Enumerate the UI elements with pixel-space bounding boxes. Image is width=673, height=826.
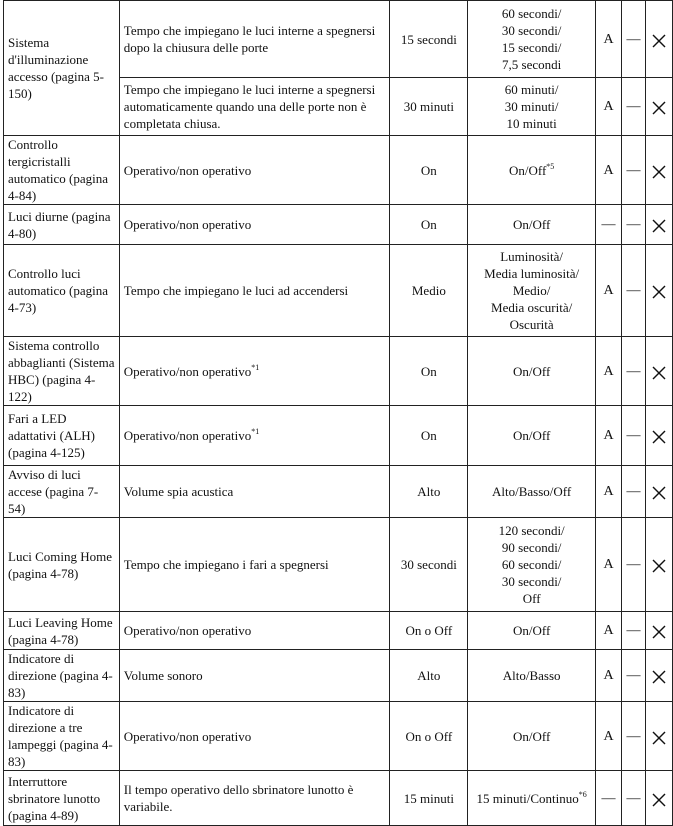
setting-option-text: 90 secondi/ [501, 540, 562, 555]
column-a-value: A [596, 518, 622, 612]
default-value: On o Off [390, 702, 468, 771]
description-text: Tempo che impiegano le luci ad accendersi [123, 283, 349, 298]
table-row [4, 136, 673, 205]
column-a-value: A [596, 466, 622, 518]
column-a-value: A [596, 702, 622, 771]
feature-name: Interruttore sbrinatore lunotto (pagina 4-89) [4, 771, 120, 826]
setting-option [472, 248, 591, 265]
x-mark-icon [652, 34, 666, 48]
setting-option [472, 39, 591, 56]
description-text: Operativo/non operativo [123, 428, 252, 443]
default-value: On o Off [390, 612, 468, 650]
description-text: Tempo che impiegano le luci interne a spegnersi dopo la chiusura delle porte [123, 23, 376, 55]
setting-option [472, 162, 591, 179]
setting-option-text: Media oscurità/ [491, 300, 573, 315]
setting-option-text: Oscurità [509, 317, 554, 332]
setting-description [119, 771, 390, 826]
setting-description [119, 650, 390, 702]
column-b-value: — [622, 771, 646, 826]
setting-option [472, 316, 591, 333]
setting-option [472, 363, 591, 380]
table-row [4, 466, 673, 518]
default-value: Alto [390, 650, 468, 702]
table-row [4, 518, 673, 612]
x-mark-icon [652, 430, 666, 444]
settings-table [3, 0, 673, 826]
description-text: Volume spia acustica [123, 484, 234, 499]
setting-option [472, 667, 591, 684]
column-b-value: — [622, 612, 646, 650]
default-value: 15 minuti [390, 771, 468, 826]
setting-option [472, 81, 591, 98]
setting-option [472, 115, 591, 132]
setting-description [119, 136, 390, 205]
setting-option [472, 556, 591, 573]
column-b-value: — [622, 650, 646, 702]
setting-options [468, 466, 596, 518]
default-value: On [390, 337, 468, 406]
setting-option-text: Luminosità/ [500, 249, 564, 264]
x-mark-icon [652, 366, 666, 380]
description-text: Volume sonoro [123, 668, 203, 683]
column-b-value: — [622, 337, 646, 406]
default-value: Alto [390, 466, 468, 518]
column-c-cell [645, 612, 672, 650]
setting-option-text: 30 minuti/ [504, 99, 559, 114]
setting-options [468, 136, 596, 205]
default-value: Medio [390, 245, 468, 337]
column-b-value: — [622, 245, 646, 337]
setting-option-text: Media luminosità/ [484, 266, 580, 281]
setting-option-text: 15 minuti/Continuo [476, 790, 579, 806]
column-a-value: A [596, 136, 622, 205]
x-mark-icon [652, 625, 666, 639]
column-b-value: — [622, 406, 646, 466]
feature-name: Luci Coming Home (pagina 4-78) [4, 518, 120, 612]
column-a-value: A [596, 650, 622, 702]
setting-option [472, 98, 591, 115]
column-c-cell [645, 518, 672, 612]
setting-description [119, 205, 390, 245]
setting-option-text: 60 secondi/ [501, 6, 562, 21]
setting-option-text: 60 minuti/ [504, 82, 559, 97]
setting-option-text: 30 secondi/ [501, 23, 562, 38]
setting-option [472, 5, 591, 22]
setting-option [472, 728, 591, 745]
x-mark-icon [652, 731, 666, 745]
setting-options [468, 650, 596, 702]
column-a-value: A [596, 78, 622, 136]
x-mark-icon [652, 101, 666, 115]
setting-option-text: On/Off [512, 728, 551, 744]
setting-option-text: 60 secondi/ [501, 557, 562, 572]
column-c-cell [645, 650, 672, 702]
column-a-value: — [596, 771, 622, 826]
setting-description [119, 406, 390, 466]
setting-options [468, 205, 596, 245]
setting-option-text: On/Off [512, 363, 551, 379]
setting-options [468, 406, 596, 466]
column-a-value: A [596, 612, 622, 650]
setting-options [468, 702, 596, 771]
table-row [4, 337, 673, 406]
setting-option [472, 483, 591, 500]
column-b-value: — [622, 78, 646, 136]
setting-option-text: Off [522, 591, 541, 606]
column-a-value: A [596, 406, 622, 466]
setting-option [472, 622, 591, 639]
column-c-cell [645, 78, 672, 136]
feature-name: Avviso di luci accese (pagina 7-54) [4, 466, 120, 518]
default-value: On [390, 136, 468, 205]
default-value: On [390, 406, 468, 466]
setting-options [468, 771, 596, 826]
description-text: Il tempo operativo dello sbrinatore lunotto è variabile. [123, 782, 354, 814]
setting-option-text: On/Off [512, 428, 551, 443]
setting-option-text: 120 secondi/ [498, 523, 565, 538]
description-text: Operativo/non operativo [123, 623, 252, 638]
setting-options [468, 1, 596, 78]
column-b-value: — [622, 518, 646, 612]
feature-name: Controllo luci automatico (pagina 4-73) [4, 245, 120, 337]
description-text: Tempo che impiegano le luci interne a spegnersi automaticamente quando una delle porte non è completata chiusa. [123, 82, 376, 131]
setting-option [472, 56, 591, 73]
description-text: Operativo/non operativo [123, 363, 252, 379]
setting-option-text: 30 secondi/ [501, 574, 562, 589]
setting-option-text: On/Off [512, 623, 551, 638]
default-value: On [390, 205, 468, 245]
table-row [4, 771, 673, 826]
column-b-value: — [622, 1, 646, 78]
table-row [4, 650, 673, 702]
column-a-value: A [596, 245, 622, 337]
column-b-value: — [622, 702, 646, 771]
setting-option-text: 15 secondi/ [501, 40, 562, 55]
setting-description [119, 612, 390, 650]
column-c-cell [645, 771, 672, 826]
column-c-cell [645, 702, 672, 771]
setting-description [119, 702, 390, 771]
column-c-cell [645, 1, 672, 78]
setting-description [119, 245, 390, 337]
setting-description [119, 1, 390, 78]
table-row [4, 702, 673, 771]
column-c-cell [645, 136, 672, 205]
setting-option [472, 216, 591, 233]
setting-description [119, 337, 390, 406]
setting-option [472, 790, 591, 807]
column-b-value: — [622, 466, 646, 518]
table-row [4, 245, 673, 337]
column-a-value: A [596, 1, 622, 78]
feature-name: Sistema d'illuminazione accesso (pagina 5-150) [4, 1, 120, 136]
description-text: Tempo che impiegano i fari a spegnersi [123, 557, 329, 572]
setting-description [119, 78, 390, 136]
setting-option-text: 10 minuti [506, 116, 557, 131]
table-row [4, 612, 673, 650]
setting-option [472, 539, 591, 556]
setting-option [472, 282, 591, 299]
column-c-cell [645, 205, 672, 245]
setting-option [472, 573, 591, 590]
setting-option-text: 7,5 secondi [502, 57, 562, 72]
footnote-mark: *1 [251, 362, 260, 372]
x-mark-icon [652, 793, 666, 807]
description-text: Operativo/non operativo [123, 162, 252, 178]
column-c-cell [645, 245, 672, 337]
footnote-mark: *5 [546, 161, 555, 171]
default-value: 30 minuti [390, 78, 468, 136]
x-mark-icon [652, 670, 666, 684]
default-value: 30 secondi [390, 518, 468, 612]
setting-options [468, 78, 596, 136]
x-mark-icon [652, 559, 666, 573]
setting-option-text: Alto/Basso/Off [492, 484, 572, 499]
description-text: Operativo/non operativo [123, 217, 252, 232]
footnote-mark: *1 [251, 427, 260, 436]
setting-option-text: Medio/ [512, 283, 551, 298]
setting-options [468, 337, 596, 406]
table-row [4, 205, 673, 245]
setting-option [472, 522, 591, 539]
setting-option [472, 590, 591, 607]
feature-name: Fari a LED adattativi (ALH) (pagina 4-125) [4, 406, 120, 466]
setting-option [472, 22, 591, 39]
feature-name: Controllo tergicristalli automatico (pagina 4-84) [4, 136, 120, 205]
column-c-cell [645, 337, 672, 406]
column-a-value: A [596, 337, 622, 406]
column-a-value: — [596, 205, 622, 245]
table-row [4, 1, 673, 78]
description-text: Operativo/non operativo [123, 728, 252, 744]
setting-description [119, 518, 390, 612]
feature-name: Indicatore di direzione (pagina 4-83) [4, 650, 120, 702]
feature-name: Indicatore di direzione a tre lampeggi (pagina 4-83) [4, 702, 120, 771]
setting-option [472, 265, 591, 282]
setting-option-text: On/Off [512, 217, 551, 232]
setting-option [472, 427, 591, 444]
setting-options [468, 518, 596, 612]
feature-name: Sistema controllo abbaglianti (Sistema HBC) (pagina 4-122) [4, 337, 120, 406]
x-mark-icon [652, 165, 666, 179]
setting-description [119, 466, 390, 518]
column-c-cell [645, 406, 672, 466]
table-row [4, 406, 673, 466]
x-mark-icon [652, 285, 666, 299]
setting-option [472, 299, 591, 316]
feature-name: Luci diurne (pagina 4-80) [4, 205, 120, 245]
column-b-value: — [622, 136, 646, 205]
feature-name: Luci Leaving Home (pagina 4-78) [4, 612, 120, 650]
setting-options [468, 612, 596, 650]
setting-options [468, 245, 596, 337]
footnote-mark: *6 [578, 789, 587, 799]
setting-option-text: On/Off [508, 162, 547, 178]
setting-option-text: Alto/Basso [502, 668, 561, 683]
column-b-value: — [622, 205, 646, 245]
default-value: 15 secondi [390, 1, 468, 78]
x-mark-icon [652, 219, 666, 233]
x-mark-icon [652, 486, 666, 500]
column-c-cell [645, 466, 672, 518]
